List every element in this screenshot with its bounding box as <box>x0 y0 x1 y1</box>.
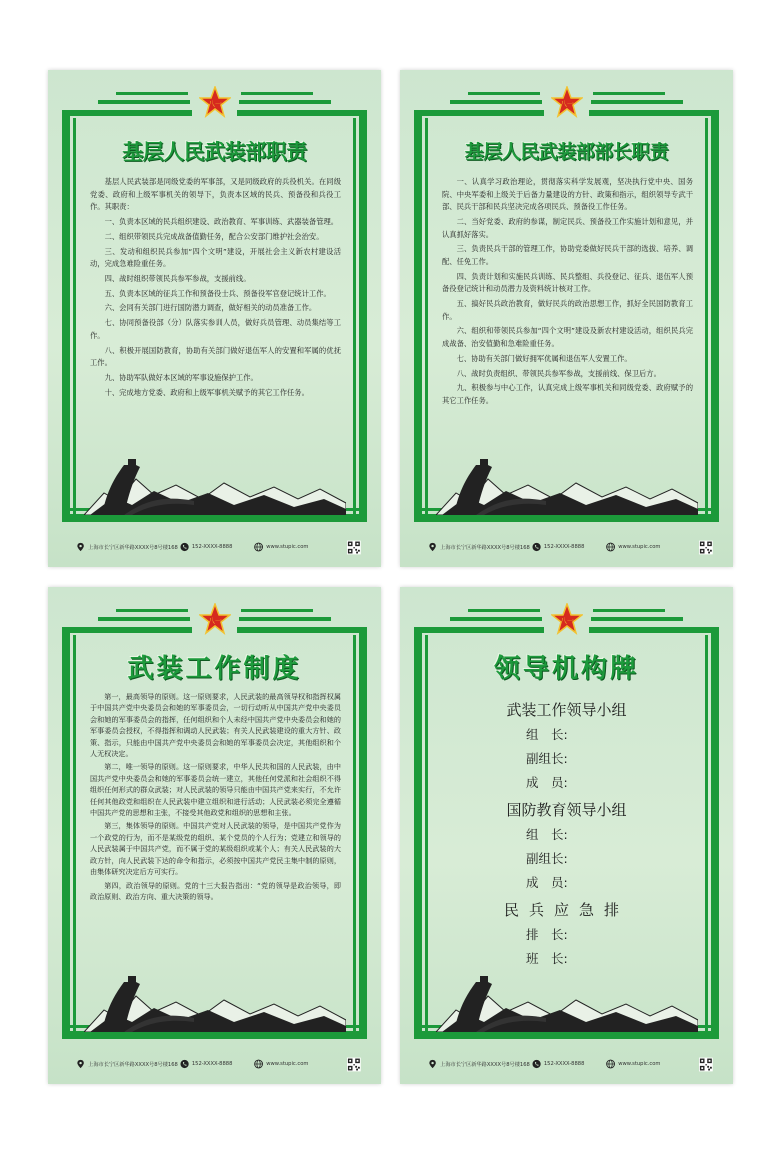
poster-footer <box>76 1055 361 1073</box>
great-wall-illustration <box>436 972 698 1032</box>
poster-title: 基层人民武装部职责 <box>122 140 307 164</box>
paragraph: 六、会同有关部门进行国防潜力调查，做好相关的动员准备工作。 <box>104 303 317 313</box>
phone-text: 152-XXXX-8888 <box>191 544 233 550</box>
paragraph: 六、组织和带领民兵参加“四个文明”建设及新农村建设活动，组织民兵完成战备、治安值勤和急难险重任务。 <box>442 326 693 349</box>
website-text: www.stupic.com <box>618 544 661 550</box>
red-star-badge-icon <box>199 603 231 635</box>
phone-text: 152-XXXX-8888 <box>543 1061 585 1067</box>
paragraph: 一、负责本区域的民兵组织建设、政治教育、军事训练、武器装备管理。 <box>104 216 339 226</box>
role-row: 副组长: <box>526 751 568 766</box>
paragraph: 四、战时组织带领民兵参军参战，支援前线。 <box>104 273 251 283</box>
website-text: www.stupic.com <box>266 1061 309 1067</box>
badge-text: 八一 <box>208 100 222 108</box>
paragraph: 第二，唯一领导的原则。这一原则要求，中华人民共和国的人民武装，由中国共产党中央委员会和她的军事委员会统一建立，其他任何党派和社会组织不得组织任何形式的群众武装；对人民武装的领导只能由中国共产党来实行，不允许任何其他政党和组织在人民武装中建立组织和进行活动；人民武装必须完全遵循中国共产党的思想和主张，不接受其他政党和组织的思想和主张。 <box>90 762 341 818</box>
paragraph: 十、完成地方党委、政府和上级军事机关赋予的其它工作任务。 <box>104 387 309 397</box>
poster-title: 领导机构牌 <box>493 654 639 684</box>
role-row: 组 长: <box>526 727 568 742</box>
address-text: 上海市长宁区新华路XXXX号8号楼168 <box>440 1061 530 1068</box>
paragraph: 二、组织带领民兵完成战备值勤任务，配合公安部门维护社会治安。 <box>104 231 324 241</box>
location-pin-icon <box>76 542 85 552</box>
badge-text: 八一 <box>208 617 222 625</box>
red-star-badge-icon <box>551 86 583 118</box>
phone-icon <box>532 542 541 552</box>
group-title: 民兵应急排 <box>503 901 629 919</box>
great-wall-illustration <box>84 972 346 1032</box>
phone-text: 152-XXXX-8888 <box>543 544 585 550</box>
red-star-badge-icon <box>551 603 583 635</box>
location-pin-icon <box>428 542 437 552</box>
badge-text: 八一 <box>560 100 574 108</box>
paragraph: 二、当好党委、政府的参谋，制定民兵、预备役工作实施计划和意见，并认真抓好落实。 <box>442 216 693 239</box>
website-text: www.stupic.com <box>618 1061 661 1067</box>
poster-title: 基层人民武装部部长职责 <box>464 141 669 163</box>
paragraph: 七、协同预备役部（分）队落实参训人员，做好兵员管理、动员集结等工作。 <box>90 318 341 340</box>
poster-armed-forces-duties <box>48 70 381 567</box>
group-title: 国防教育领导小组 <box>506 801 627 819</box>
poster-title: 武装工作制度 <box>127 654 302 684</box>
address-text: 上海市长宁区新华路XXXX号8号楼168 <box>88 544 178 551</box>
paragraph: 九、协助军队做好本区域的军事设施保护工作。 <box>104 373 258 382</box>
poster-footer <box>428 538 713 556</box>
role-row: 组 长: <box>526 827 568 842</box>
website-text: www.stupic.com <box>266 544 309 550</box>
location-pin-icon <box>428 1059 437 1069</box>
role-row: 排 长: <box>526 927 568 942</box>
phone-text: 152-XXXX-8888 <box>191 1061 233 1067</box>
globe-icon <box>254 1059 263 1069</box>
red-star-badge-icon <box>199 86 231 118</box>
paragraph: 三、发动和组织民兵参加“四个文明”建设，开展社会主义新农村建设活动，完成急难险重任务。 <box>90 246 341 269</box>
paragraph: 四、负责计划和实施民兵训练、民兵整组、兵役登记、征兵、退伍军人预备役登记统计和动员潜力及资料统计核对工作。 <box>442 271 693 294</box>
qr-code-icon <box>347 540 361 555</box>
paragraph: 基层人民武装部是同级党委的军事部，又是同级政府的兵役机关。在同级党委、政府和上级军事机关的领导下，负责本区域的民兵、预备役和兵役工作。其职责： <box>90 177 341 212</box>
phone-icon <box>180 542 189 552</box>
qr-code-icon <box>699 1057 713 1072</box>
badge-text: 八一 <box>560 617 574 625</box>
phone-icon <box>532 1059 541 1069</box>
paragraph: 八、积极开展国防教育，协助有关部门做好退伍军人的安置和军属的优抚工作。 <box>90 345 341 368</box>
qr-code-icon <box>347 1057 361 1072</box>
paragraph: 一、认真学习政治理论，贯彻落实科学发展观，坚决执行党中央、国务院、中央军委和上级关于后备力量建设的方针、政策和指示，组织领导专武干部、民兵干部和民兵坚决完成各项民兵、预备役工作任务。 <box>442 177 693 212</box>
duties-text <box>442 176 693 410</box>
role-row: 副组长: <box>526 851 568 866</box>
poster-leadership-board <box>400 587 733 1084</box>
group-title: 武装工作领导小组 <box>506 701 627 719</box>
paragraph: 三、负责民兵干部的管理工作，协助党委做好民兵干部的选拔、培养、调配、任免工作。 <box>442 244 693 266</box>
great-wall-illustration <box>84 455 346 515</box>
role-row: 成 员: <box>526 875 568 890</box>
address-text: 上海市长宁区新华路XXXX号8号楼168 <box>440 544 530 551</box>
poster-footer <box>428 1055 713 1073</box>
role-row: 班 长: <box>526 951 568 966</box>
phone-icon <box>180 1059 189 1069</box>
paragraph: 第四，政治领导的原则。党的十三大报告指出：“党的领导是政治领导，即政治原则、政治方向、重大决策的领导。 <box>90 880 341 901</box>
paragraph: 七、协助有关部门做好拥军优属和退伍军人安置工作。 <box>456 353 632 363</box>
leadership-list <box>436 695 697 971</box>
globe-icon <box>606 542 615 552</box>
poster-footer <box>76 538 361 556</box>
role-row: 成 员: <box>526 775 568 790</box>
paragraph: 五、搞好民兵政治教育，做好民兵的政治思想工作，抓好全民国防教育工作。 <box>442 299 693 321</box>
globe-icon <box>606 1059 615 1069</box>
paragraph: 八、战时负责组织、带领民兵参军参战，支援前线、保卫后方。 <box>456 368 661 378</box>
poster-work-system <box>48 587 381 1084</box>
paragraph: 第三，集体领导的原则。中国共产党对人民武装的领导，是中国共产党作为一个政党的行为，而不是某级党的组织、某个党员的个人行为；党建立和领导的人民武装属于中国共产党，而不属于党的某级组织或某个人；有关人民武装的大政方针，向人民武装下达的命令和指示，必须按中国共产党民主集中制的原则，由集体研究决定后方可实行。 <box>90 821 341 877</box>
poster-director-duties <box>400 70 733 567</box>
great-wall-illustration <box>436 455 698 515</box>
location-pin-icon <box>76 1059 85 1069</box>
globe-icon <box>254 542 263 552</box>
paragraph: 九、积极参与中心工作，认真完成上级军事机关和同级党委、政府赋予的其它工作任务。 <box>442 383 693 405</box>
paragraph: 第一，最高领导的原则。这一原则要求，人民武装的最高领导权和指挥权属于中国共产党中央委员会和她的军事委员会，一切行动听从中国共产党中央委员会和她的军事委员会的指挥，任何组织和个人未经中国共产党中央委员会和她的军事委员会授权，不得指挥和调动人民武装；有关人民武装建设的重大方针、政策、指示，只能由中国共产党中央委员会和她的军事委员会决定，其他组织和个人无权决定。 <box>90 692 341 759</box>
system-text <box>90 691 341 904</box>
address-text: 上海市长宁区新华路XXXX号8号楼168 <box>88 1061 178 1068</box>
paragraph: 五、负责本区域的征兵工作和预备役士兵、预备役军官登记统计工作。 <box>104 288 331 298</box>
qr-code-icon <box>699 540 713 555</box>
duties-text <box>90 176 341 402</box>
